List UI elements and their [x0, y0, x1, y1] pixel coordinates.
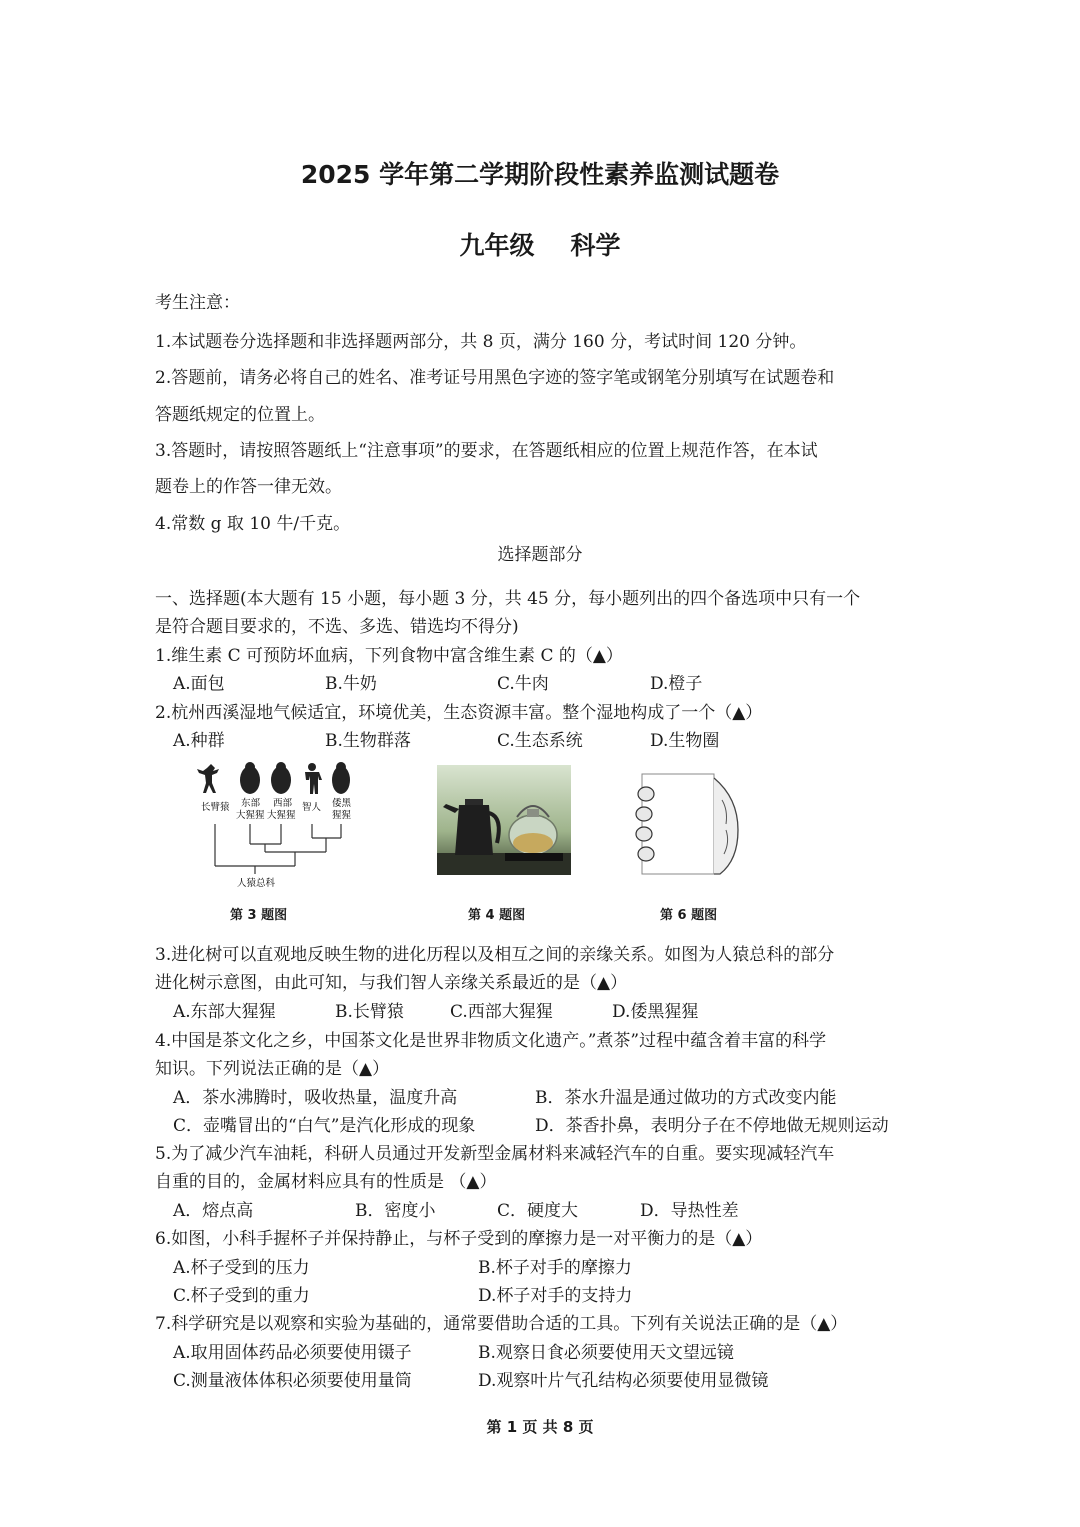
q7-option-a: A.取用固体药品必须要使用镊子 [173, 1343, 412, 1363]
page-number: 第 1 页 共 8 页 [486, 1418, 594, 1436]
q1-option-a: A.面包 [173, 674, 225, 694]
q5-option-c: C．硬度大 [497, 1201, 579, 1221]
q4-option-a: A．茶水沸腾时，吸收热量，温度升高 [173, 1088, 458, 1108]
question-7-stem: 7.科学研究是以观察和实验为基础的，通常要借助合适的工具。下列有关说法正确的是（▲） [155, 1314, 848, 1334]
tree-branches [215, 824, 341, 874]
notice-item: 题卷上的作答一律无效。 [155, 477, 342, 497]
figure-3-caption: 第 3 题图 [230, 908, 288, 923]
figure-6-caption: 第 6 题图 [660, 908, 718, 923]
q2-option-d: D.生物圈 [650, 731, 720, 751]
q3-option-b: B.长臂猿 [335, 1002, 404, 1022]
q3-option-a: A.东部大猩猩 [173, 1002, 276, 1022]
notice-item: 2.答题前，请务必将自己的姓名、准考证号用黑色字迹的签字笔或钢笔分别填写在试题卷和 [155, 368, 835, 388]
q1-option-b: B.牛奶 [325, 674, 377, 694]
q7-option-b: B.观察日食必须要使用天文望远镜 [478, 1343, 734, 1363]
q7-option-d: D.观察叶片气孔结构必须要使用显微镜 [478, 1371, 769, 1391]
q7-option-c: C.测量液体体积必须要使用量筒 [173, 1371, 412, 1391]
figure-4-caption: 第 4 题图 [468, 908, 526, 923]
tea-kettle-photo [437, 765, 571, 875]
tree-label: 大猩猩 [236, 810, 265, 821]
q2-option-b: B.生物群落 [325, 731, 411, 751]
q6-option-d: D.杯子对手的支持力 [478, 1286, 633, 1306]
ape-silhouettes [197, 762, 350, 794]
q3-option-d: D.倭黑猩猩 [612, 1002, 699, 1022]
section-intro: 一、选择题(本大题有 15 小题，每小题 3 分，共 45 分，每小题列出的四个备选项中只有一个 [155, 589, 861, 609]
q4-option-b: B．茶水升温是通过做功的方式改变内能 [535, 1088, 837, 1108]
tree-label: 西部 [273, 798, 293, 809]
question-1-stem: 1.维生素 C 可预防坏血病，下列食物中富含维生素 C 的（▲） [155, 646, 623, 666]
exam-subtitle [0, 226, 1080, 262]
question-5-stem: 5.为了减少汽车油耗，科研人员通过开发新型金属材料来减轻汽车的自重。要实现减轻汽车 [155, 1144, 835, 1164]
q4-option-c: C．壶嘴冒出的“白气”是汽化形成的现象 [173, 1116, 476, 1136]
q1-option-c: C.牛肉 [497, 674, 549, 694]
tree-label: 长臂猿 [201, 802, 230, 813]
question-4-stem: 4.中国是茶文化之乡，中国茶文化是世界非物质文化遗产。”煮茶”过程中蕴含着丰富的科学 [155, 1031, 827, 1051]
q6-option-a: A.杯子受到的压力 [173, 1258, 310, 1278]
q5-option-d: D．导热性差 [640, 1201, 739, 1221]
q3-option-c: C.西部大猩猩 [450, 1002, 553, 1022]
q4-option-d: D．茶香扑鼻，表明分子在不停地做无规则运动 [535, 1116, 889, 1136]
exam-title: 2025 学年第二学期阶段性素养监测试题卷 [300, 160, 780, 189]
tree-label: 智人 [302, 802, 322, 813]
notice-item: 3.答题时，请按照答题纸上“注意事项”的要求，在答题纸相应的位置上规范作答，在本试 [155, 441, 818, 461]
notice-item: 1.本试题卷分选择题和非选择题两部分，共 8 页，满分 160 分，考试时间 120 分钟。 [155, 332, 807, 352]
q6-option-b: B.杯子对手的摩擦力 [478, 1258, 632, 1278]
q5-option-b: B．密度小 [355, 1201, 436, 1221]
question-4-stem: 知识。下列说法正确的是（▲） [155, 1059, 390, 1079]
notice-heading: 考生注意： [155, 293, 240, 313]
q6-option-c: C.杯子受到的重力 [173, 1286, 310, 1306]
section-intro: 是符合题目要求的，不选、多选、错选均不得分) [155, 617, 519, 637]
tree-label: 大猩猩 [267, 810, 296, 821]
question-2-stem: 2.杭州西溪湿地气候适宜，环境优美，生态资源丰富。整个湿地构成了一个（▲） [155, 703, 763, 723]
tree-root-label: 人猿总科 [237, 878, 276, 889]
evolution-tree-figure [195, 762, 365, 890]
q2-option-a: A.种群 [173, 731, 225, 751]
notice-item: 4.常数 g 取 10 牛/千克。 [155, 514, 351, 534]
hand-holding-cup-figure [630, 770, 752, 878]
tree-label: 猩猩 [332, 810, 352, 821]
subtitle-subject: 科学 [570, 231, 621, 260]
q1-option-d: D.橙子 [650, 674, 703, 694]
q5-option-a: A．熔点高 [173, 1201, 254, 1221]
question-3-stem: 3.进化树可以直观地反映生物的进化历程以及相互之间的亲缘关系。如图为人猿总科的部分 [155, 945, 835, 965]
question-3-stem: 进化树示意图，由此可知，与我们智人亲缘关系最近的是（▲） [155, 973, 628, 993]
q2-option-c: C.生态系统 [497, 731, 583, 751]
question-6-stem: 6.如图，小科手握杯子并保持静止，与杯子受到的摩擦力是一对平衡力的是（▲） [155, 1229, 763, 1249]
notice-item: 答题纸规定的位置上。 [155, 405, 325, 425]
tree-label: 东部 [241, 798, 261, 809]
tree-label: 倭黑 [332, 798, 352, 809]
subtitle-grade: 九年级 [459, 231, 535, 260]
section-title: 选择题部分 [497, 545, 583, 565]
question-5-stem: 自重的目的，金属材料应具有的性质是 （▲） [155, 1172, 497, 1192]
